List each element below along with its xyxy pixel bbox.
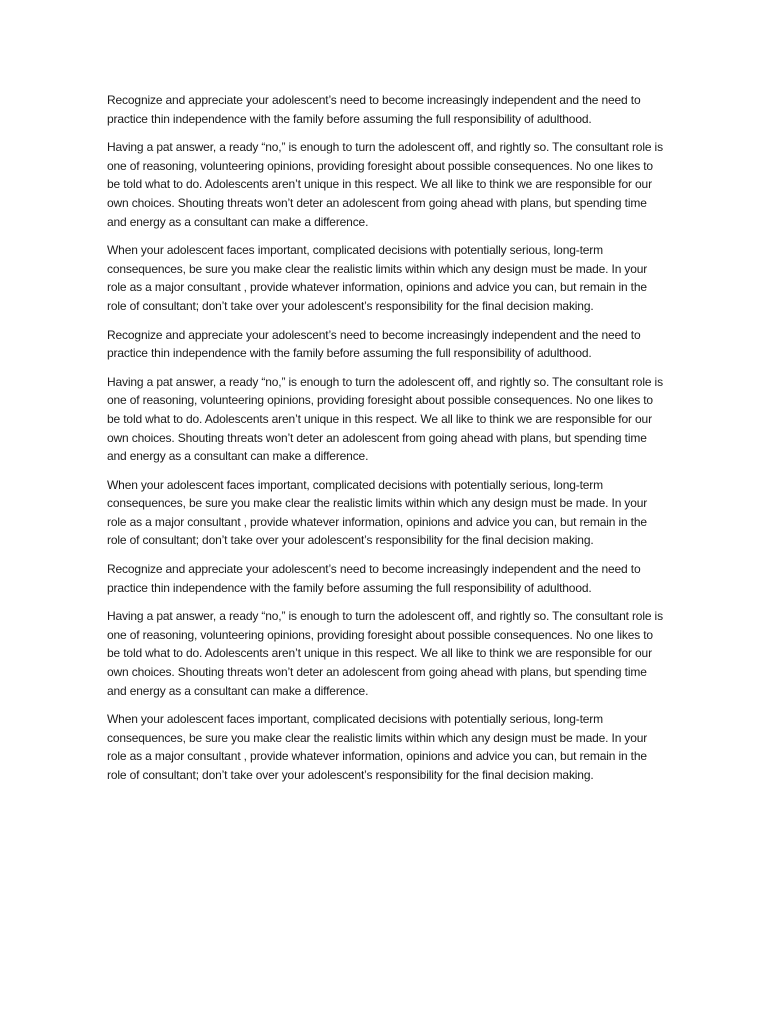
paragraph-decisions-2: When your adolescent faces important, complicated decisions with potentially serious, long-term consequences, be sure you make clear the realistic limits within which any design must be made. In your role as a major consultant , provide whatever information, opinions and advice you can, but remain in the role of consultant; don’t take over your adolescent’s responsibility for the final decision making. [107,477,648,548]
paragraph-independence-2: Recognize and appreciate your adolescent’s need to become increasingly independent and the need to practice thin independence with the family before assuming the full responsibility of adulthood. [107,327,641,361]
paragraph-decisions-1: When your adolescent faces important, complicated decisions with potentially serious, long-term consequences, be sure you make clear the realistic limits within which any design must be made. In your role as a major consultant , provide whatever information, opinions and advice you can, but remain in the role of consultant; don’t take over your adolescent’s responsibility for the final decision making. [107,243,648,313]
paragraph-pat-answer-3: Having a pat answer, a ready “no,” is enough to turn the adolescent off, and rightly so. The consultant role is one of reasoning, volunteering opinions, providing foresight about possible consequences. No one likes to be told what to do. Adolescents aren’t unique in this respect. We all like to think we are responsible for our own choices. Shouting threats won’t deter an adolescent from going ahead with plans, but spending time and energy as a consultant can make a difference. [107,609,663,698]
paragraph-independence-3: Recognize and appreciate your adolescent’s need to become increasingly independent and the need to practice thin independence with the family before assuming the full responsibility of adulthood. [107,562,641,595]
paragraph-decisions-3: When your adolescent faces important, complicated decisions with potentially serious, long-term consequences, be sure you make clear the realistic limits within which any design must be made. In your role as a major consultant , provide whatever information, opinions and advice you can, but remain in the role of consultant; don’t take over your adolescent’s responsibility for the final decision making. [107,712,648,782]
paragraph-pat-answer-2: Having a pat answer, a ready “no,” is enough to turn the adolescent off, and rightly so. The consultant role is one of reasoning, volunteering opinions, providing foresight about possible consequences. No one likes to be told what to do. Adolescents aren’t unique in this respect. We all like to think we are responsible for our own choices. Shouting threats won’t deter an adolescent from going ahead with plans, but spending time and energy as a consultant can make a difference. [107,374,663,464]
document-body [107,91,667,795]
paragraph-independence-1: Recognize and appreciate your adolescent’s need to become increasingly independent and the need to practice thin independence with the family before assuming the full responsibility of adulthood. [107,93,641,126]
paragraph-pat-answer-1: Having a pat answer, a ready “no,” is enough to turn the adolescent off, and rightly so. The consultant role is one of reasoning, volunteering opinions, providing foresight about possible consequences. No one likes to be told what to do. Adolescents aren’t unique in this respect. We all like to think we are responsible for our own choices. Shouting threats won’t deter an adolescent from going ahead with plans, but spending time and energy as a consultant can make a difference. [107,140,663,229]
